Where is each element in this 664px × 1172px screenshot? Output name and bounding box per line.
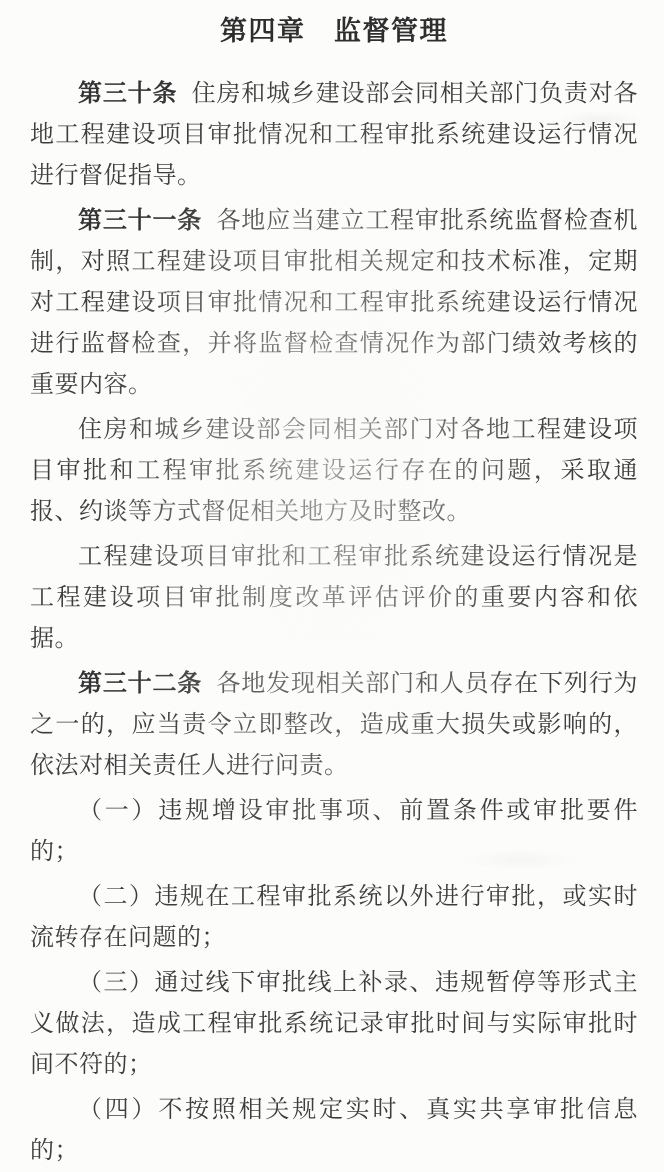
document-paragraph xyxy=(30,201,638,406)
paragraph-text: 住房和城乡建设部会同相关部门对各地工程建设项目审批和工程审批系统建设运行存在的问题，采取通报、约谈等方式督促相关地方及时整改。 xyxy=(30,417,638,525)
document-paragraph xyxy=(30,791,638,873)
paragraph-text: （一）违规增设审批事项、前置条件或审批要件的； xyxy=(30,798,638,865)
paragraph-text: 各地应当建立工程审批系统监督检查机制，对照工程建设项目审批相关规定和技术标准，定期对工程建设项目审批情况和工程审批系统建设运行情况进行监督检查，并将监督检查情况作为部门绩效考核的重要内容。 xyxy=(30,208,639,398)
document-paragraph xyxy=(30,74,638,197)
document-paragraph xyxy=(30,537,638,660)
article-number: 第三十一条 xyxy=(78,208,203,234)
paragraph-text: 住房和城乡建设部会同相关部门负责对各地工程建设项目审批情况和工程审批系统建设运行情况进行督促指导。 xyxy=(30,81,639,189)
article-number: 第三十条 xyxy=(78,81,178,107)
document-paragraph xyxy=(30,410,638,533)
chapter-title: 第四章 监督管理 xyxy=(220,16,448,46)
paragraph-text: 工程建设项目审批和工程审批系统建设运行情况是工程建设项目审批制度改革评估评价的重要内容和依据。 xyxy=(30,544,638,652)
article-number: 第三十二条 xyxy=(78,671,203,697)
document-paragraph xyxy=(30,1090,638,1172)
document-paragraph xyxy=(30,664,638,787)
paragraph-text: （二）违规在工程审批系统以外进行审批，或实时流转存在问题的； xyxy=(30,884,638,951)
paragraph-text: （三）通过线下审批线上补录、违规暂停等形式主义做法，造成工程审批系统记录审批时间与实际审批时间不符的； xyxy=(30,970,638,1078)
paragraph-text: （四）不按照相关规定实时、真实共享审批信息的； xyxy=(30,1097,638,1164)
paragraph-text: 各地发现相关部门和人员存在下列行为之一的，应当责令立即整改，造成重大损失或影响的，依法对相关责任人进行问责。 xyxy=(30,671,639,779)
document-paragraph xyxy=(30,877,638,959)
document-paragraph xyxy=(30,963,638,1086)
document-body xyxy=(30,74,638,1172)
